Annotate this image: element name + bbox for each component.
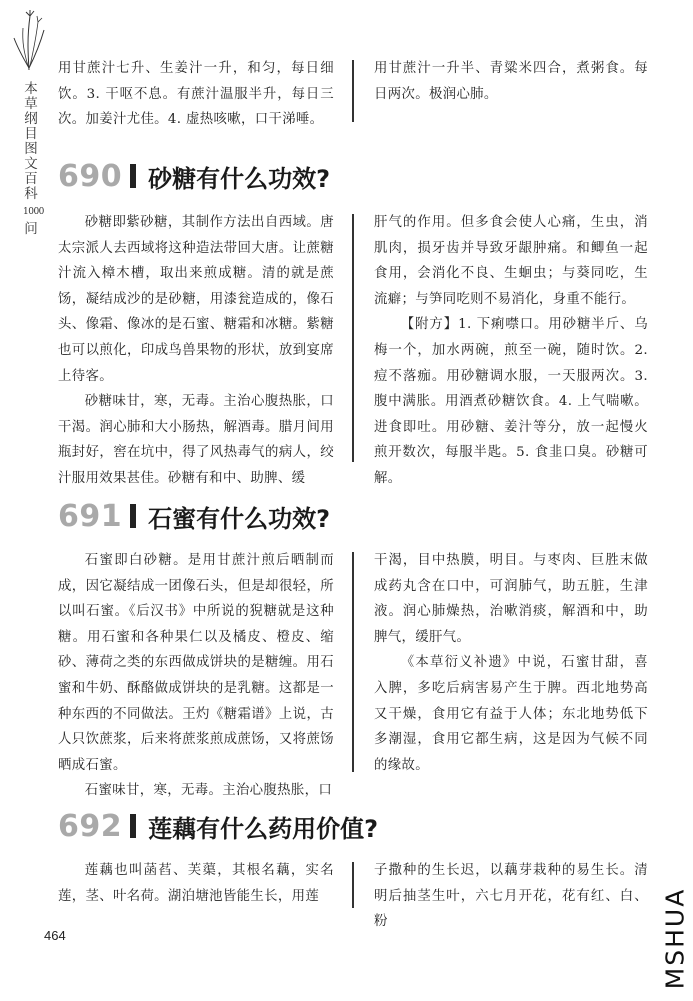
q690-right-column [374, 210, 648, 492]
heading-bar [130, 164, 136, 188]
question-heading-691 [58, 496, 330, 536]
column-divider [352, 60, 354, 122]
paragraph: 用甘蔗汁七升、生姜汁一升，和匀，每日细饮。3. 干呕不息。有蔗汁温服半升，每日三次。加姜汁尤佳。4. 虚热咳嗽，口干涕唾。 [58, 61, 334, 128]
question-number: 691 [58, 498, 123, 534]
watermark-text: MSHUA [660, 887, 690, 989]
orchid-plant-icon [12, 8, 46, 72]
question-title: 莲藕有什么药用价值? [148, 814, 379, 843]
top-left-column [58, 56, 334, 133]
title-char: 草 [24, 96, 38, 112]
paragraph: 莲藕也叫菡萏、芙蕖，其根名藕，实名莲，茎、叶名荷。湖泊塘池皆能生长，用莲 [58, 863, 334, 904]
question-title: 砂糖有什么功效? [148, 164, 331, 193]
page-number: 464 [44, 928, 66, 943]
paragraph: 石蜜即白砂糖。是用甘蔗汁煎后晒制而成，因它凝结成一团像石头，但是却很轻，所以叫石蜜。《后汉书》中所说的猊糖就是这种糖。用石蜜和各种果仁以及橘皮、橙皮、缩砂、薄荷之类的东西做成饼块的是糖缠。用石蜜和牛奶、酥酪做成饼块的是乳糖。这都是一种东西的不同做法。王灼《糖霜谱》上说，古人只饮蔗浆，后来将蔗浆煎成蔗饧，又将蔗饧晒成石蜜。 [58, 553, 334, 773]
paragraph: 肝气的作用。但多食会使人心痛，生虫，消肌肉，损牙齿并导致牙龈肿痛。和鲫鱼一起食用，会消化不良、生蛔虫；与葵同吃，生流癖；与笋同吃则不易消化，身重不能行。 [374, 215, 648, 307]
heading-bar [130, 814, 136, 838]
q691-left-column [58, 548, 334, 804]
q690-left-column [58, 210, 334, 492]
title-char: 本 [24, 81, 38, 97]
q692-right-column [374, 858, 648, 935]
column-divider [352, 214, 354, 462]
paragraph: 石蜜味甘，寒，无毒。主治心腹热胀，口 [84, 783, 333, 799]
paragraph: 干渴，目中热膜，明目。与枣肉、巨胜末做成药丸含在口中，可润肺气，助五脏，生津液。润心肺燥热，治嗽消痰，解酒和中，助脾气，缓肝气。 [374, 553, 648, 645]
title-char: 文 [24, 156, 38, 172]
title-char: 问 [24, 221, 38, 237]
paragraph: 子撒种的生长迟，以藕芽栽种的易生长。清明后抽茎生叶，六七月开花，花有红、白、粉 [374, 863, 648, 930]
title-char: 百 [24, 171, 38, 187]
question-number: 692 [58, 808, 123, 844]
q691-right-column [374, 548, 648, 778]
question-heading-690 [58, 156, 330, 196]
paragraph: 砂糖味甘，寒，无毒。主治心腹热胀，口干渴。润心肺和大小肠热，解酒毒。腊月间用瓶封好，窖在坑中，得了风热毒气的病人，绞汁服用效果甚佳。砂糖有和中、助脾、缓 [58, 394, 334, 486]
title-char: 科 [24, 186, 38, 202]
title-char: 1000 [23, 207, 44, 217]
column-divider [352, 552, 354, 772]
column-divider [352, 862, 354, 908]
top-right-column [374, 56, 648, 107]
title-char: 图 [24, 141, 38, 157]
paragraph: 《本草衍义补遗》中说，石蜜甘甜，喜入脾，多吃后病害易产生于脾。西北地势高又干燥，食用它有益于人体；东北地势低下多潮湿，食用它都生病，这是因为气候不同的缘故。 [374, 655, 648, 773]
question-heading-692 [58, 806, 378, 846]
title-char: 目 [24, 126, 38, 142]
paragraph: 用甘蔗汁一升半、青粱米四合，煮粥食。每日两次。极润心肺。 [374, 61, 648, 102]
q692-left-column [58, 858, 334, 909]
heading-bar [130, 504, 136, 528]
title-char: 纲 [24, 111, 38, 127]
question-number: 690 [58, 158, 123, 194]
paragraph: 【附方】1. 下痢噤口。用砂糖半斤、乌梅一个，加水两碗，煎至一碗，随时饮。2. 痘不落痂。用砂糖调水服，一天服两次。3. 腹中满胀。用酒煮砂糖饮食。4. 上气喘嗽。进食即吐。用砂糖、姜汁等分，放一起慢火煎开数次，每服半匙。5. 食韭口臭。砂糖可解。 [374, 317, 648, 486]
watermark [660, 878, 690, 998]
paragraph: 砂糖即紫砂糖，其制作方法出自西域。唐太宗派人去西域将这种造法带回大唐。让蔗糖汁流入樟木槽，取出来煎成糖。清的就是蔗饧，凝结成沙的是砂糖，用漆瓮造成的，像石头、像霜、像冰的是石蜜、糖霜和冰糖。紫糖也可以煎化，印成鸟兽果物的形状，放到宴席上待客。 [58, 215, 334, 384]
question-title: 石蜜有什么功效? [148, 504, 331, 533]
book-title-vertical [23, 81, 44, 237]
